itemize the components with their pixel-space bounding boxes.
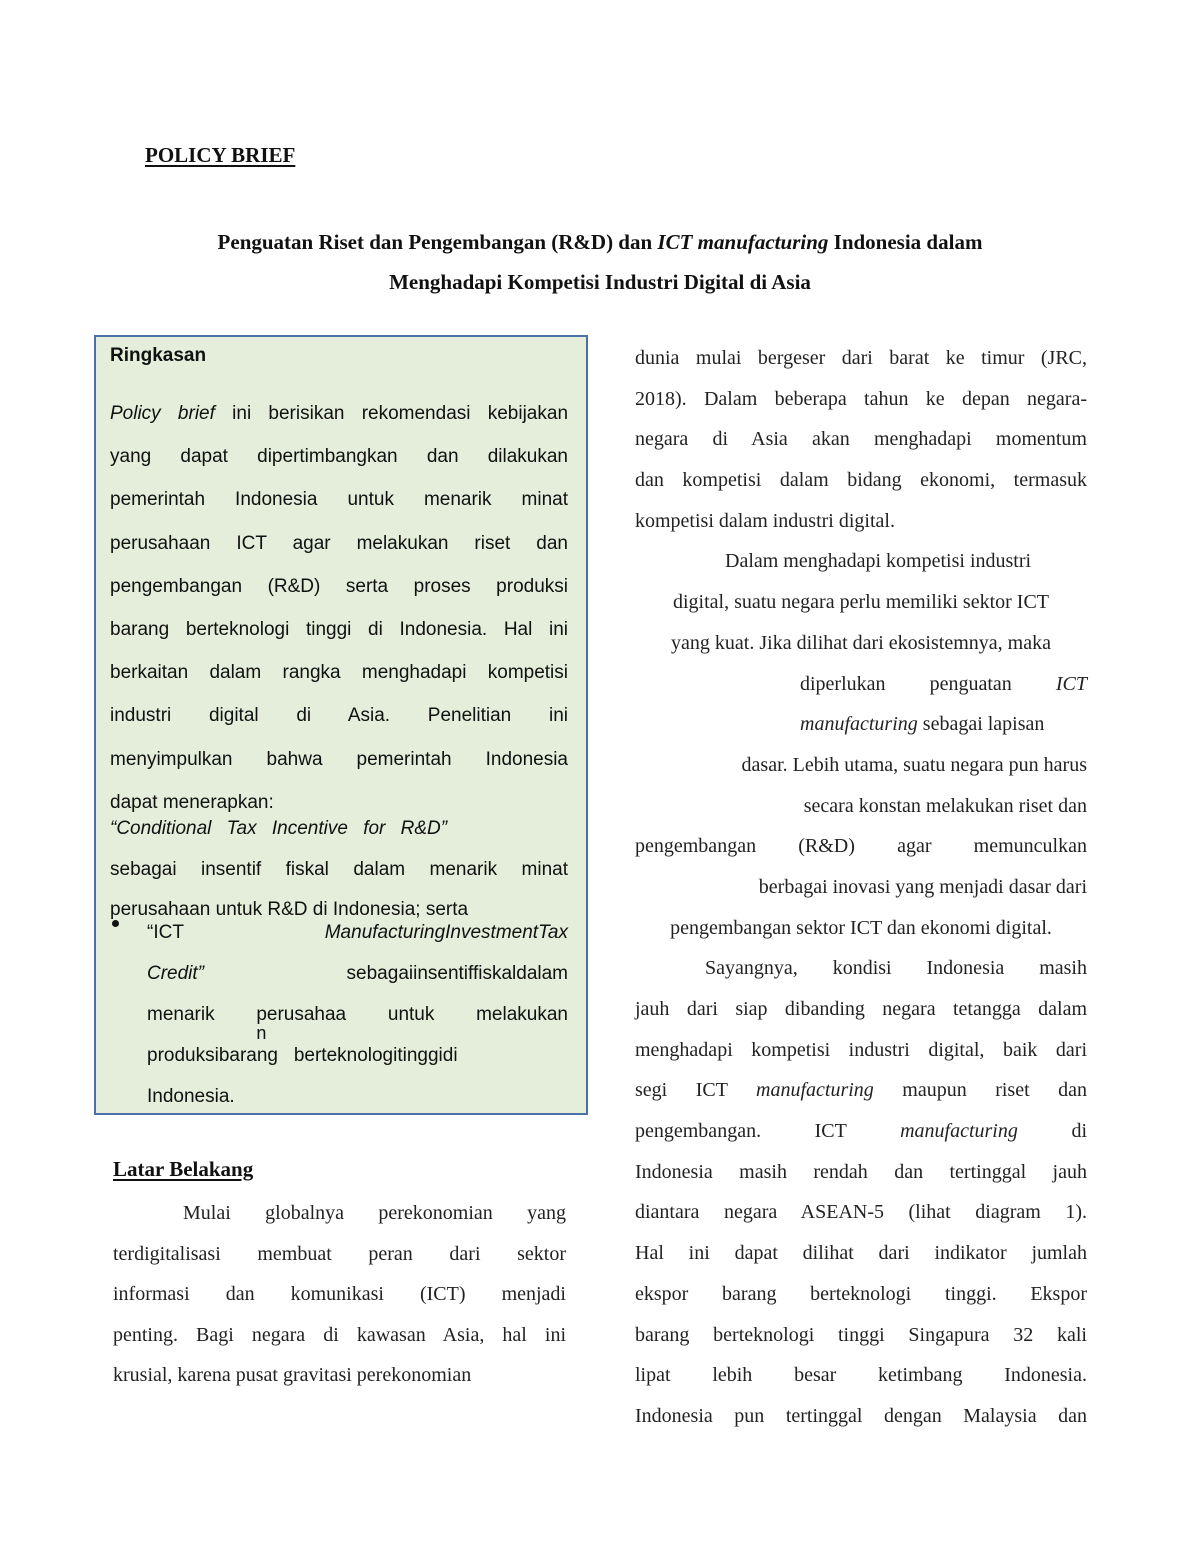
body-line: digital, suatu negara perlu memiliki sektor ICT (672, 591, 1049, 614)
body-line: manufacturing sebagai lapisan (800, 713, 1045, 736)
title-line-2: Menghadapi Kompetisi Industri Digital di Asia (389, 270, 811, 294)
summary-line: berkaitan dalam rangka menghadapi kompetisi (110, 662, 568, 684)
summary-quote: “Conditional Tax Incentive for R&D” (110, 818, 448, 839)
summary-line: Policy brief ini berisikan rekomendasi kebijakan (110, 403, 569, 424)
section-heading: Latar Belakang (113, 1157, 254, 1181)
body-line: yang kuat. Jika dilihat dari ekosistemnya, maka (671, 631, 1051, 654)
summary-line: perusahaan untuk R&D di Indonesia; serta (110, 899, 469, 920)
bullet-line: Credit” sebagaiinsentiffiskaldalam (147, 963, 568, 984)
body-line: lipat lebih besar ketimbang Indonesia. (635, 1364, 1087, 1387)
bullet-line: “ICT ManufacturingInvestmentTax (147, 922, 568, 943)
body-line: Indonesia pun tertinggal dengan Malaysia dan (635, 1404, 1087, 1427)
summary-line: pemerintah Indonesia untuk menarik minat (110, 489, 568, 511)
policy-brief-label: POLICY BRIEF (145, 143, 296, 167)
body-line: diperlukan penguatan ICT (800, 672, 1087, 695)
body-line: barang berteknologi tinggi Singapura 32 kali (635, 1323, 1087, 1346)
body-line: Mulai globalnya perekonomian yang (183, 1202, 566, 1224)
body-line: pengembangan (R&D) agar memunculkan (635, 835, 1087, 858)
body-line: negara di Asia akan menghadapi momentum (635, 428, 1087, 451)
body-line: jauh dari siap dibanding negara tetangga dalam (635, 998, 1087, 1020)
body-line: ekspor barang berteknologi tinggi. Ekspor (635, 1282, 1087, 1305)
summary-line: sebagai insentif fiskal dalam menarik minat (110, 859, 568, 880)
body-line: menghadapi kompetisi industri digital, baik dari (635, 1038, 1087, 1061)
body-line: pengembangan sektor ICT dan ekonomi digital. (670, 916, 1052, 939)
bullet-line: menarik perusahaa n untuk melakukan (147, 994, 568, 1035)
overflow-char: n (256, 1023, 267, 1043)
body-line: berbagai inovasi yang menjadi dasar dari (758, 875, 1087, 898)
body-line: 2018). Dalam beberapa tahun ke depan negara- (635, 387, 1087, 410)
body-line: Sayangnya, kondisi Indonesia masih (705, 957, 1087, 980)
body-line: dan kompetisi dalam bidang ekonomi, termasuk (635, 469, 1087, 492)
summary-line: industri digital di Asia. Penelitian ini (110, 705, 568, 727)
body-line: dunia mulai bergeser dari barat ke timur (JRC, (635, 347, 1087, 369)
body-line: diantara negara ASEAN-5 (lihat diagram 1). (635, 1201, 1087, 1224)
body-line: segi ICT manufacturing maupun riset dan (635, 1079, 1087, 1102)
summary-line: yang dapat dipertimbangkan dan dilakukan (110, 446, 568, 468)
summary-heading: Ringkasan (110, 345, 207, 366)
summary-line: pengembangan (R&D) serta proses produksi (110, 575, 568, 597)
body-line: penting. Bagi negara di kawasan Asia, hal ini (113, 1323, 566, 1346)
body-line: Indonesia masih rendah dan tertinggal jauh (635, 1160, 1087, 1183)
bullet-icon (112, 920, 119, 927)
summary-line: dapat menerapkan: (110, 791, 274, 813)
body-line: secara konstan melakukan riset dan (803, 794, 1087, 817)
body-line: pengembangan. ICT manufacturing di (635, 1120, 1087, 1143)
body-line: Dalam menghadapi kompetisi industri (725, 550, 1032, 573)
body-line: informasi dan komunikasi (ICT) menjadi (113, 1283, 566, 1305)
body-line: dasar. Lebih utama, suatu negara pun harus (741, 753, 1087, 776)
body-line: Hal ini dapat dilihat dari indikator jumlah (635, 1242, 1087, 1265)
summary-bullet (147, 912, 568, 1117)
body-line: terdigitalisasi membuat peran dari sektor (113, 1242, 566, 1265)
bullet-line: produksibarang berteknologitinggidi (147, 1045, 458, 1066)
summary-line: menyimpulkan bahwa pemerintah Indonesia (110, 748, 568, 770)
body-line: kompetisi dalam industri digital. (635, 509, 895, 532)
background-text (113, 1193, 566, 1396)
summary-line: perusahaan ICT agar melakukan riset dan (110, 532, 568, 554)
bullet-line: Indonesia. (147, 1086, 235, 1107)
document-title (100, 222, 1100, 302)
title-line-1: Penguatan Riset dan Pengembangan (R&D) dan ICT manufacturing Indonesia dalam (217, 230, 983, 254)
summary-line: barang berteknologi tinggi di Indonesia. Hal ini (110, 618, 568, 640)
right-column-text (635, 338, 1087, 1437)
summary-text (110, 392, 568, 824)
body-line: krusial, karena pusat gravitasi perekonomian (113, 1364, 472, 1386)
